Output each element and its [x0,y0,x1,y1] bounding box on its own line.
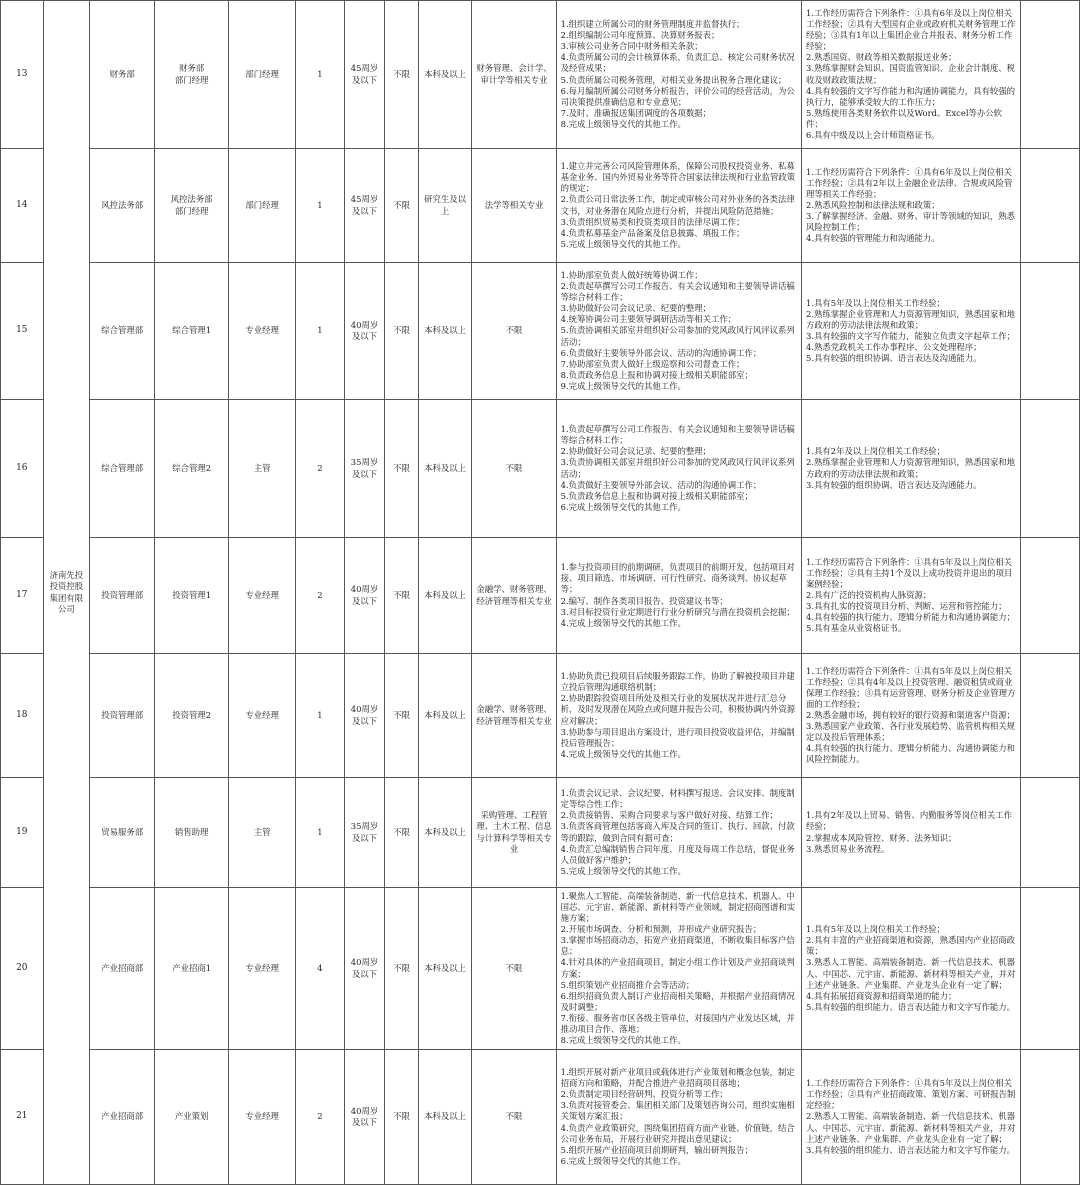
education-cell: 本科及以上 [418,1,472,149]
age-cell: 35周岁 及以下 [344,400,385,538]
duties-cell: 1.负责会议记录、会议纪要、材料撰写报送、会议安排、制度制定等综合性工作； 2.负责接销售、采购合同要求与客户做好对接、结算工作； 3.负责客商管理包括客商入库及合同的签订、执行、回款、付款等的跟踪，做到合同有据可查； 4.负责汇总编制销售合同年度、月度及每周工作总结，督促业务人员做好客户维护； 5.完成上级领导交代的其他工作。 [556,778,801,888]
age-cell: 45周岁 及以下 [344,1,385,149]
age-cell: 40周岁 及以下 [344,1050,385,1185]
duties-cell: 1.参与投资项目的前期调研，负责项目的前期开发，包括项目对接、项目筛选、市场调研、可行性研究、商务谈判、协议起草等； 2.编写、制作各类项目报告、投资建议书等； 3.对目标投资行业定期进行行业分析研究与潜在投资机会挖掘； 4.完成上级领导交代的其他工作。 [556,538,801,654]
department-cell: 投资管理部 [90,654,155,778]
position-cell: 投资管理2 [155,654,229,778]
education-cell: 研究生及以上 [418,149,472,263]
level-cell: 专业经理 [229,1050,296,1185]
table-row [1,654,1080,778]
remarks-cell [1021,1,1080,149]
education-cell: 本科及以上 [418,538,472,654]
level-cell: 专业经理 [229,538,296,654]
table-row [1,888,1080,1050]
count-cell: 2 [296,538,345,654]
position-cell: 产业招商1 [155,888,229,1050]
remarks-cell [1021,654,1080,778]
age-cell: 45周岁 及以下 [344,149,385,263]
remarks-cell [1021,1050,1080,1185]
department-cell: 综合管理部 [90,263,155,400]
count-cell: 1 [296,778,345,888]
age-cell: 40周岁 及以下 [344,263,385,400]
gender-cell: 不限 [385,1050,418,1185]
requirements-cell: 1.具有5年及以上岗位相关工作经验； 2.熟练掌握企业管理和人力资源管理知识，熟悉国家和地方政府的劳动法律法规和政策； 3.具有较强的文字写作能力，能独立负责文字起草工作； 4.熟悉党政机关工作办事程序、公文处理程序； 5.具有较强的组织协调、语言表达及沟通能力。 [802,263,1021,400]
department-cell: 综合管理部 [90,400,155,538]
gender-cell: 不限 [385,263,418,400]
requirements-cell: 1.具有5年及以上岗位相关工作经验； 2.具有丰富的产业招商渠道和资源，熟悉国内产业招商政策； 3.熟悉人工智能、高端装备制造、新一代信息技术、机器人、中国芯、元宇宙、新能源、新材料等相关产业，并对上述产业链条、产业集群、产业龙头企业有一定了解； 4.具有拓展招商资源和招商渠道的能力； 5.具有较强的组织能力、语言表达能力和文字写作能力。 [802,888,1021,1050]
table-row [1,400,1080,538]
gender-cell: 不限 [385,400,418,538]
education-cell: 本科及以上 [418,778,472,888]
gender-cell: 不限 [385,149,418,263]
remarks-cell [1021,778,1080,888]
table-row [1,1050,1080,1185]
education-cell: 本科及以上 [418,888,472,1050]
age-cell: 35周岁 及以下 [344,778,385,888]
row-number: 17 [1,538,44,654]
table-row [1,149,1080,263]
major-cell: 金融学、财务管理、经济管理等相关专业 [472,538,556,654]
duties-cell: 1.协助负责已投项目后续服务跟踪工作，协助了解被投项目并建立投后管理沟通联络机制； 2.协助跟踪投资项目所处及相关行业的发展状况并进行汇总分析，及时发现潜在风险点或问题并报告公司，积极协调内外资源应对解决； 3.协助参与项目退出方案设计，进行项目投资收益评估，并编制投后管理报告； 4.完成上级领导交代的其他工作。 [556,654,801,778]
table-row [1,263,1080,400]
remarks-cell [1021,263,1080,400]
requirements-cell: 1.具有2年及以上岗位相关工作经验； 2.熟练掌握企业管理和人力资源管理知识，熟悉国家和地方政府的劳动法律法规和政策； 3.具有较强的组织协调、语言表达及沟通能力。 [802,400,1021,538]
company-cell: 济南先投投资控股集团有限公司 [43,1,90,1185]
requirements-cell: 1.具有2年及以上贸易、销售、内勤服务等岗位相关工作经验； 2.掌握成本风险管控、财务、法务知识； 3.熟悉贸易业务流程。 [802,778,1021,888]
position-cell: 综合管理2 [155,400,229,538]
remarks-cell [1021,538,1080,654]
remarks-cell [1021,400,1080,538]
duties-cell: 1.负责起草撰写公司工作报告、有关会议通知和主要领导讲话稿等综合材料工作； 2.协助做好公司会议记录、纪要的整理； 3.负责协调相关部室并组织好公司参加的党风政风行风评议系列活动； 4.负责做好主要领导外部会议、活动的沟通协调工作； 5.负责政务信息上报和协调对接上级相关职能部室； 6.完成上级领导交代的其他工作。 [556,400,801,538]
duties-cell: 1.组织开展对新产业项目或载体进行产业策划和概念包装，制定招商方向和策略，并配合推进产业招商项目落地； 2.负责制定项目经营研判、投资分析等工作； 3.负责对接管委会、集团相关部门及策划咨询公司，组织实施相关策划方案汇报； 4.负责产业政策研究，围绕集团招商方面产业链、价值链，结合公司业务布局，开展行业研究并提出意见建议； 5.组织开展产业招商项目前期研判，输出研判报告； 6.完成上级领导交代的其他工作。 [556,1050,801,1185]
position-cell: 风控法务部 部门经理 [155,149,229,263]
education-cell: 本科及以上 [418,654,472,778]
count-cell: 1 [296,263,345,400]
position-cell: 投资管理1 [155,538,229,654]
department-cell: 贸易服务部 [90,778,155,888]
age-cell: 40周岁 及以下 [344,654,385,778]
major-cell: 不限 [472,400,556,538]
gender-cell: 不限 [385,538,418,654]
major-cell: 不限 [472,263,556,400]
duties-cell: 1.聚焦人工智能、高端装备制造、新一代信息技术、机器人、中国芯、元宇宙、新能源、新材料等产业领域，制定招商图谱和实施方案； 2.开展市场调查、分析和预测，并形成产业研究报告； 3.掌握市场招商动态，拓宽产业招商渠道，不断收集目标客户信息； 4.针对具体的产业招商项目，制定小组工作计划及产业招商谈判方案； 5.组织策划产业招商推介会等活动； 6.组织招商负责人制订产业招商相关策略，并根据产业招商情况及时调整； 7.衔接、服务省市区各级主管单位，对接国内产业发达区域，并推动项目合作、落地； 8.完成上级领导交代的其他工作。 [556,888,801,1050]
count-cell: 1 [296,149,345,263]
level-cell: 专业经理 [229,888,296,1050]
age-cell: 40周岁 及以下 [344,888,385,1050]
department-cell: 投资管理部 [90,538,155,654]
row-number: 20 [1,888,44,1050]
level-cell: 专业经理 [229,654,296,778]
count-cell: 4 [296,888,345,1050]
count-cell: 1 [296,654,345,778]
table-row [1,1,1080,149]
education-cell: 本科及以上 [418,1050,472,1185]
duties-cell: 1.组织建立所属公司的财务管理制度并监督执行； 2.组织编制公司年度预算、决算财务报表； 3.审核公司业务合同中财务相关条款； 4.负责所属公司的会计核算体系，负责汇总、核定公司财务状况及经营成果； 5.负责所属公司税务管理，对相关业务提出税务合理化建议； 6.每月编制所属公司财务分析报告，评价公司的经营活动，为公司决策提供准确信息和专业意见； 7.及时、准确报送集团调度的各项数据； 8.完成上级领导交代的其他工作。 [556,1,801,149]
department-cell: 风控法务部 [90,149,155,263]
department-cell: 产业招商部 [90,1050,155,1185]
major-cell: 采购管理、工程管理、土木工程、信息与计算科学等相关专业 [472,778,556,888]
requirements-cell: 1.工作经历需符合下列条件：①具有5年及以上岗位相关工作经验；②具有4年及以上投资管理、融资租赁或商业保理工作经验；③具有运营管理、财务分析及企业管理方面的工作经验； 2.熟悉金融市场，拥有较好的银行资源和渠道客户资源； 3.熟悉国家产业政策、各行业发展趋势、监管机构相关规定以及投后管理体系； 4.具有较强的执行能力、逻辑分析能力、沟通协调能力和风险控制能力。 [802,654,1021,778]
position-cell: 综合管理1 [155,263,229,400]
level-cell: 专业经理 [229,263,296,400]
major-cell: 财务管理、会计学、审计学等相关专业 [472,1,556,149]
age-cell: 40周岁 及以下 [344,538,385,654]
table-row [1,778,1080,888]
table-row [1,538,1080,654]
row-number: 19 [1,778,44,888]
row-number: 13 [1,1,44,149]
row-number: 15 [1,263,44,400]
count-cell: 2 [296,1050,345,1185]
requirements-cell: 1.工作经历需符合下列条件：①具有6年及以上岗位相关工作经验；②具有2年以上金融企业法律、合规或风险管理等相关工作经验； 2.熟悉风险控制和法律法规和政策； 3.了解掌握经济、金融、财务、审计等领域的知识，熟悉风险控制工作； 4.具有较强的管理能力和沟通能力。 [802,149,1021,263]
position-cell: 财务部 部门经理 [155,1,229,149]
requirements-cell: 1.工作经历需符合下列条件：①具有5年及以上岗位相关工作经验；②具有主持1个及以上成功投资并退出的项目案例经验； 2.具有广泛的投资机构人脉资源； 3.具有扎实的投资项目分析、判断、运营和管控能力； 4.具有较强的执行能力、逻辑分析能力和沟通协调能力； 5.具有基金从业资格证书。 [802,538,1021,654]
row-number: 16 [1,400,44,538]
level-cell: 部门经理 [229,1,296,149]
duties-cell: 1.协助部室负责人做好统筹协调工作； 2.负责起草撰写公司工作报告、有关会议通知和主要领导讲话稿等综合材料工作； 3.协助做好公司会议记录、纪要的整理； 4.统筹协调公司主要领导调研活动等相关工作； 5.负责协调相关部室并组织好公司参加的党风政风行风评议系列活动； 6.负责做好主要领导外部会议、活动的沟通协调工作； 7.协助部室负责人做好上级巡察和公司督查工作； 8.负责政务信息上报和协调对接上级相关职能部室； 9.完成上级领导交代的其他工作。 [556,263,801,400]
level-cell: 主管 [229,400,296,538]
major-cell: 不限 [472,1050,556,1185]
position-cell: 产业策划 [155,1050,229,1185]
level-cell: 主管 [229,778,296,888]
major-cell: 金融学、财务管理、经济管理等相关专业 [472,654,556,778]
gender-cell: 不限 [385,778,418,888]
gender-cell: 不限 [385,654,418,778]
education-cell: 本科及以上 [418,263,472,400]
department-cell: 财务部 [90,1,155,149]
requirements-cell: 1.工作经历需符合下列条件：①具有5年及以上岗位相关工作经验；②具有产业招商政策、策划方案、可研报告制定经验； 2.熟悉人工智能、高端装备制造、新一代信息技术、机器人、中国芯、元宇宙、新能源、新材料等相关产业，并对上述产业链条、产业集群、产业龙头企业有一定了解； 3.具有较强的组织能力、语言表达能力和文字写作能力。 [802,1050,1021,1185]
education-cell: 本科及以上 [418,400,472,538]
level-cell: 部门经理 [229,149,296,263]
gender-cell: 不限 [385,888,418,1050]
count-cell: 1 [296,1,345,149]
department-cell: 产业招商部 [90,888,155,1050]
major-cell: 法学等相关专业 [472,149,556,263]
remarks-cell [1021,888,1080,1050]
row-number: 14 [1,149,44,263]
major-cell: 不限 [472,888,556,1050]
count-cell: 2 [296,400,345,538]
gender-cell: 不限 [385,1,418,149]
requirements-cell: 1.工作经历需符合下列条件：①具有6年及以上岗位相关工作经验；②具有大型国有企业或政府机关财务管理工作经验；③具有1年以上集团企业合并报表、财务分析工作经验； 2.熟悉国资、财政等相关数据报送业务； 3.熟练掌握财会知识、国资监管知识、企业会计制度、税收及财政政策法规； 4.具有较强的文字写作能力和沟通协调能力，具有较强的执行力，能够承受较大的工作压力； 5.熟练使用各类财务软件以及Word、Excel等办公软件； 6.具有中级及以上会计师资格证书。 [802,1,1021,149]
position-cell: 销售助理 [155,778,229,888]
row-number: 21 [1,1050,44,1185]
remarks-cell [1021,149,1080,263]
row-number: 18 [1,654,44,778]
duties-cell: 1.建立并完善公司风险管理体系，保障公司股权投资业务、私募基金业务、国内外贸易业务等符合国家法律法规和行业监管政策的规定； 2.负责公司日常法务工作，制定或审核公司对外业务的各类法律文书，对业务潜在风险点进行分析，并提出风险防范措施； 3.负责组织贸易类和投资类项目的法律尽调工作； 4.负责私募基金产品备案及信息披露、填报工作； 5.完成上级领导交代的其他工作。 [556,149,801,263]
